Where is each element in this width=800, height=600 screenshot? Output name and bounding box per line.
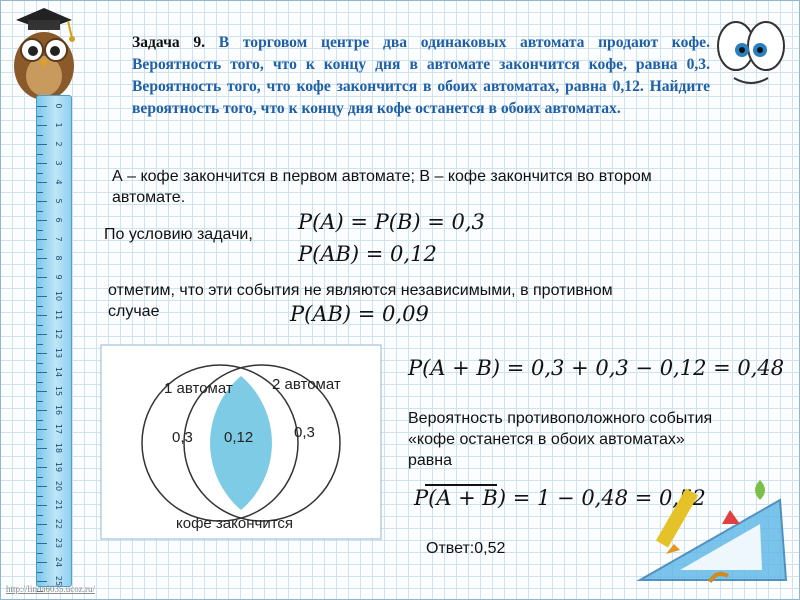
ruler-number: 17	[54, 423, 63, 435]
ruler-number: 8	[54, 255, 63, 261]
ruler-number: 13	[54, 347, 63, 359]
ruler-half-tick	[37, 496, 43, 497]
ruler-number: 23	[54, 537, 63, 549]
ruler-tick	[37, 467, 47, 468]
ruler-half-tick	[37, 173, 43, 174]
drafting-tools-icon	[610, 470, 794, 595]
ruler-half-tick	[37, 515, 43, 516]
ruler-tick	[37, 125, 47, 126]
ruler-half-tick	[37, 458, 43, 459]
ruler-tick	[37, 334, 47, 335]
ruler-half-tick	[37, 230, 43, 231]
ruler-tick	[37, 201, 47, 202]
ruler-half-tick	[37, 363, 43, 364]
venn-diagram	[100, 344, 382, 545]
ruler-tick	[37, 315, 47, 316]
ruler-tick	[37, 144, 47, 145]
ruler-half-tick	[37, 306, 43, 307]
ruler-tick	[37, 182, 47, 183]
ruler-number: 2	[54, 141, 63, 147]
venn-left-label: 1 автомат	[164, 380, 233, 397]
ruler-number: 22	[54, 518, 63, 530]
ruler-half-tick	[37, 154, 43, 155]
source-url-link[interactable]: http://linda6035.ucoz.ru/	[6, 584, 95, 594]
ruler-half-tick	[37, 553, 43, 554]
equation-p-a-p-b: P(A) = P(B) = 0,3	[298, 210, 485, 234]
ruler-half-tick	[37, 135, 43, 136]
ruler-tick	[37, 505, 47, 506]
ruler-tick	[37, 429, 47, 430]
ruler-half-tick	[37, 401, 43, 402]
ruler-tick	[37, 581, 47, 582]
problem-text: В торговом центре два одинаковых автомата продают кофе. Вероятность того, что к концу дня в автомате закончится кофе, равна 0,3. Вероятность того, что кофе закончится в обоих автоматах, равна 0,12. Найдите вероятность того, что к концу дня кофе останется в обоих автоматах.	[132, 34, 710, 117]
ruler-number: 20	[54, 480, 63, 492]
ruler-number: 6	[54, 217, 63, 223]
ruler-tick	[37, 372, 47, 373]
ruler-half-tick	[37, 382, 43, 383]
problem-statement	[132, 32, 710, 120]
ruler-number: 24	[54, 556, 63, 568]
ruler-half-tick	[37, 477, 43, 478]
equation-final: P(A + B) = 1 − 0,48 = 0,52	[414, 486, 706, 510]
ruler-number: 1	[54, 122, 63, 128]
ruler	[36, 95, 72, 587]
ruler-number: 18	[54, 442, 63, 454]
ruler-number: 4	[54, 179, 63, 185]
ruler-number: 14	[54, 366, 63, 378]
ruler-number: 11	[54, 309, 63, 321]
ruler-tick	[37, 353, 47, 354]
ruler-half-tick	[37, 344, 43, 345]
owl-mascot-icon	[2, 4, 86, 109]
venn-intersection-value: 0,12	[224, 429, 254, 446]
venn-left-value: 0,3	[172, 429, 193, 446]
ruler-tick	[37, 486, 47, 487]
ruler-half-tick	[37, 211, 43, 212]
event-definitions: А – кофе закончится в первом автомате; В – кофе закончится во втором автомате.	[112, 168, 652, 206]
independence-note: отметим, что эти события не являются независимыми, в противном случае	[108, 282, 613, 320]
equation-p-ab: P(AB) = 0,12	[298, 242, 437, 266]
equation-p-ab-independent: P(AB) = 0,09	[290, 302, 429, 326]
ruler-tick	[37, 239, 47, 240]
cartoon-face-icon	[712, 12, 790, 97]
complement-bar	[425, 484, 497, 486]
ruler-tick	[37, 163, 47, 164]
ruler-half-tick	[37, 420, 43, 421]
ruler-tick	[37, 258, 47, 259]
ruler-tick	[37, 220, 47, 221]
ruler-number: 15	[54, 385, 63, 397]
ruler-number: 5	[54, 198, 63, 204]
ruler-number: 19	[54, 461, 63, 473]
ruler-tick	[37, 524, 47, 525]
ruler-half-tick	[37, 287, 43, 288]
ruler-number: 21	[54, 499, 63, 511]
ruler-half-tick	[37, 439, 43, 440]
ruler-half-tick	[37, 116, 43, 117]
ruler-number: 3	[54, 160, 63, 166]
ruler-number: 7	[54, 236, 63, 242]
ruler-number: 9	[54, 274, 63, 280]
answer: Ответ:0,52	[426, 540, 506, 557]
ruler-half-tick	[37, 534, 43, 535]
ruler-number: 12	[54, 328, 63, 340]
venn-right-value: 0,3	[294, 424, 315, 441]
condition-label: По условию задачи,	[104, 226, 253, 243]
ruler-half-tick	[37, 268, 43, 269]
venn-caption: кофе закончится	[176, 515, 294, 532]
ruler-tick	[37, 448, 47, 449]
ruler-number: 10	[54, 290, 63, 302]
ruler-tick	[37, 562, 47, 563]
ruler-half-tick	[37, 249, 43, 250]
ruler-tick	[37, 277, 47, 278]
ruler-tick	[37, 106, 47, 107]
ruler-half-tick	[37, 325, 43, 326]
equation-sum: P(A + B) = 0,3 + 0,3 − 0,12 = 0,48	[408, 356, 785, 380]
problem-lead: Задача 9.	[132, 34, 206, 51]
ruler-tick	[37, 543, 47, 544]
venn-right-label: 2 автомат	[272, 376, 341, 393]
ruler-half-tick	[37, 572, 43, 573]
opposite-event-text: Вероятность противоположного события «кофе останется в обоих автоматах» равна	[408, 410, 713, 469]
ruler-number: 0	[54, 103, 63, 109]
ruler-tick	[37, 410, 47, 411]
ruler-half-tick	[37, 192, 43, 193]
ruler-number: 16	[54, 404, 63, 416]
ruler-tick	[37, 391, 47, 392]
ruler-tick	[37, 296, 47, 297]
ruler-number: 25	[54, 575, 63, 587]
